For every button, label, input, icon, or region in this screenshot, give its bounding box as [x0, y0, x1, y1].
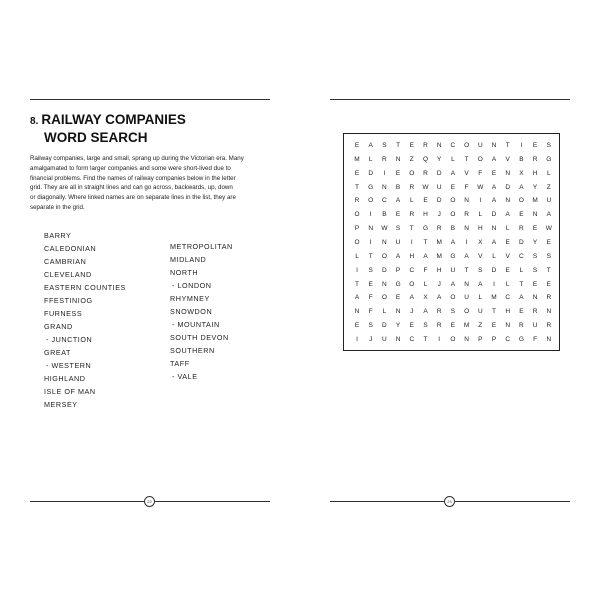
grid-letter: M — [436, 252, 442, 260]
grid-letter: R — [464, 211, 469, 219]
grid-letter: N — [354, 308, 360, 316]
grid-letter: A — [519, 294, 524, 302]
grid-letter: O — [464, 142, 470, 149]
grid-letter: L — [382, 308, 387, 316]
grid-letter: L — [505, 280, 510, 288]
grid-letter: P — [354, 225, 360, 233]
word-list-item: - WESTERN — [46, 361, 92, 370]
title-line-2: WORD SEARCH — [44, 130, 148, 145]
word-list-item: - LONDON — [172, 281, 212, 290]
grid-letter: O — [450, 294, 456, 302]
grid-letter: M — [354, 155, 360, 163]
grid-letter: N — [505, 197, 511, 205]
grid-letter: T — [355, 280, 359, 288]
grid-letter: A — [437, 294, 442, 302]
grid-row — [344, 264, 559, 278]
word-list-column-1 — [44, 229, 126, 411]
top-rule-right — [330, 99, 570, 100]
page-number-right: 23 — [444, 496, 455, 507]
word-list-item: FFESTINIOG — [44, 296, 93, 305]
grid-letter: L — [423, 280, 428, 288]
grid-letter: I — [479, 197, 482, 205]
grid-letter: U — [450, 266, 456, 274]
grid-letter: M — [532, 197, 538, 205]
grid-letter: T — [423, 335, 428, 343]
grid-letter: H — [409, 252, 415, 260]
grid-letter: U — [382, 335, 387, 343]
grid-row — [344, 153, 559, 167]
grid-letter: E — [505, 238, 510, 246]
grid-letter: J — [437, 211, 441, 219]
word-list-item: CAMBRIAN — [44, 257, 87, 266]
grid-letter: C — [409, 335, 415, 343]
grid-letter: N — [505, 322, 511, 330]
page-title — [30, 112, 186, 146]
grid-letter: T — [519, 280, 524, 288]
word-list-item: EASTERN COUNTIES — [44, 283, 126, 292]
page-number-left: 22 — [144, 496, 155, 507]
grid-letter: Y — [532, 183, 538, 191]
grid-letter: F — [368, 308, 373, 316]
grid-letter: D — [436, 169, 442, 177]
grid-letter: E — [395, 169, 401, 177]
grid-letter: A — [354, 294, 360, 302]
grid-letter: R — [519, 322, 524, 330]
grid-letter: R — [382, 155, 387, 163]
grid-letter: P — [491, 335, 497, 343]
grid-letter: T — [423, 238, 428, 246]
word-list-item: SOUTHERN — [170, 346, 215, 355]
grid-letter: I — [369, 238, 372, 246]
grid-letter: Z — [478, 322, 483, 330]
grid-letter: S — [395, 225, 401, 233]
grid-letter: H — [532, 169, 538, 177]
intro-line: amalgamated to form larger companies and some were short-lived due to — [30, 164, 231, 172]
grid-letter: A — [368, 142, 373, 149]
grid-letter: X — [478, 238, 483, 246]
word-list-item: SNOWDON — [170, 307, 213, 316]
grid-letter: L — [478, 211, 483, 219]
grid-letter: D — [436, 197, 442, 205]
grid-letter: S — [450, 308, 456, 316]
grid-letter: H — [436, 266, 442, 274]
grid-letter: R — [409, 183, 415, 191]
grid-letter: E — [423, 197, 428, 205]
grid-letter: G — [518, 335, 524, 343]
grid-letter: A — [423, 252, 428, 260]
grid-letter: Y — [395, 322, 401, 330]
word-list-item: - JUNCTION — [46, 335, 93, 344]
intro-paragraph — [30, 154, 270, 213]
word-list-item: - VALE — [172, 372, 198, 381]
grid-letter: C — [450, 142, 456, 149]
grid-letter: S — [546, 142, 551, 149]
grid-letter: N — [395, 308, 401, 316]
grid-letter: A — [491, 183, 497, 191]
grid-letter: O — [354, 211, 360, 219]
grid-letter: R — [546, 322, 552, 330]
grid-letter: J — [369, 335, 373, 343]
grid-letter: G — [368, 183, 374, 191]
word-list-column-2 — [170, 240, 233, 383]
grid-letter: A — [464, 252, 469, 260]
grid-letter: L — [478, 294, 483, 302]
grid-letter: I — [520, 142, 523, 149]
grid-letter: T — [396, 142, 401, 149]
word-list-item: TAFF — [170, 359, 190, 368]
grid-row — [344, 222, 559, 236]
grid-letter: Y — [437, 155, 442, 163]
grid-letter: C — [519, 252, 524, 260]
grid-letter: M — [491, 294, 497, 302]
grid-letter: O — [464, 308, 470, 316]
grid-row — [344, 250, 559, 264]
grid-letter: A — [491, 197, 497, 205]
grid-letter: B — [450, 225, 456, 233]
grid-letter: R — [436, 322, 442, 330]
grid-letter: E — [354, 169, 360, 177]
grid-letter: U — [477, 308, 483, 316]
grid-letter: W — [545, 225, 552, 233]
grid-letter: N — [464, 280, 469, 288]
grid-letter: S — [546, 252, 551, 260]
grid-letter: G — [450, 252, 456, 260]
grid-letter: U — [436, 183, 442, 191]
grid-row — [344, 305, 559, 319]
grid-letter: L — [368, 155, 373, 163]
grid-letter: A — [423, 308, 428, 316]
word-list-item: NORTH — [170, 268, 199, 277]
grid-letter: D — [382, 322, 387, 330]
grid-row — [344, 236, 559, 250]
grid-letter: R — [436, 225, 442, 233]
grid-letter: D — [368, 169, 374, 177]
grid-letter: E — [491, 322, 497, 330]
grid-letter: L — [505, 225, 510, 233]
grid-letter: X — [519, 169, 524, 177]
grid-letter: A — [395, 252, 401, 260]
grid-letter: U — [546, 197, 552, 205]
grid-letter: N — [382, 238, 387, 246]
grid-letter: E — [505, 266, 510, 274]
grid-letter: V — [478, 252, 483, 260]
grid-letter: O — [518, 197, 524, 205]
grid-letter: N — [505, 169, 511, 177]
grid-letter: A — [546, 211, 551, 219]
grid-letter: E — [519, 211, 524, 219]
grid-letter: Q — [422, 155, 429, 163]
grid-letter: L — [451, 155, 455, 163]
grid-letter: B — [382, 211, 387, 219]
intro-line: financial problems. Find the names of railway companies below in the letter — [30, 174, 236, 182]
grid-letter: T — [355, 183, 359, 191]
word-list-item: CALEDONIAN — [44, 244, 97, 253]
intro-line: separate in the grid. — [30, 203, 85, 211]
grid-letter: R — [436, 308, 442, 316]
grid-letter: D — [491, 266, 497, 274]
grid-row — [344, 139, 559, 153]
grid-letter: O — [477, 155, 483, 163]
grid-letter: U — [532, 322, 538, 330]
grid-letter: A — [450, 169, 456, 177]
grid-letter: N — [464, 197, 469, 205]
grid-letter: E — [409, 322, 414, 330]
top-rule-left — [30, 99, 270, 100]
grid-letter: J — [410, 308, 414, 316]
word-list-item: BARRY — [44, 231, 72, 240]
word-list-item: RHYMNEY — [170, 294, 210, 303]
grid-letter: T — [464, 155, 469, 163]
grid-letter: A — [395, 197, 401, 205]
grid-letter: G — [395, 280, 401, 288]
grid-letter: I — [493, 280, 495, 288]
grid-letter: E — [354, 142, 360, 149]
grid-letter: C — [409, 266, 415, 274]
grid-letter: E — [532, 142, 538, 149]
grid-letter: T — [409, 225, 414, 233]
grid-letter: P — [478, 335, 483, 343]
grid-letter: E — [519, 308, 524, 316]
grid-letter: I — [383, 169, 386, 177]
grid-row — [344, 181, 559, 195]
grid-letter: O — [354, 238, 360, 246]
intro-line: Railway companies, large and small, sprang up during the Victorian era. Many — [30, 155, 244, 162]
grid-letter: C — [505, 294, 511, 302]
grid-letter: T — [464, 266, 469, 274]
grid-letter: N — [464, 225, 469, 233]
grid-letter: O — [409, 169, 415, 177]
grid-letter: N — [532, 294, 538, 302]
word-list-item: FURNESS — [44, 309, 83, 318]
grid-letter: S — [532, 252, 538, 260]
grid-letter: U — [477, 142, 483, 149]
grid-letter: A — [409, 294, 414, 302]
grid-row — [344, 333, 559, 347]
grid-letter: X — [423, 294, 428, 302]
grid-row — [344, 291, 559, 305]
grid-letter: S — [368, 322, 373, 330]
grid-letter: N — [546, 335, 552, 343]
grid-letter: N — [464, 335, 469, 343]
intro-line: grid. They are all in straight lines and can go across, backwards, up, down — [30, 184, 233, 192]
intro-line: or diagonally. Where linked names are on separate lines in the list, they are — [30, 194, 236, 202]
grid-letter: S — [532, 266, 538, 274]
word-list-item: CLEVELAND — [44, 270, 92, 279]
grid-letter: H — [505, 308, 511, 316]
grid-letter: D — [491, 211, 497, 219]
grid-letter: N — [491, 225, 497, 233]
grid-letter: O — [450, 197, 456, 205]
word-list-item: MIDLAND — [170, 255, 207, 264]
grid-letter: I — [465, 238, 468, 246]
grid-letter: T — [505, 142, 510, 149]
grid-letter: O — [381, 294, 387, 302]
grid-letter: A — [491, 155, 497, 163]
grid-letter: R — [354, 197, 360, 205]
grid-letter: U — [395, 238, 401, 246]
grid-letter: V — [505, 252, 510, 260]
grid-letter: I — [410, 238, 413, 246]
grid-letter: E — [409, 142, 414, 149]
grid-letter: R — [423, 142, 428, 149]
grid-letter: W — [381, 225, 388, 233]
grid-letter: E — [532, 225, 538, 233]
grid-letter: A — [478, 280, 483, 288]
grid-letter: A — [505, 211, 510, 219]
grid-letter: A — [450, 238, 456, 246]
grid-letter: R — [409, 211, 415, 219]
grid-letter: E — [546, 238, 551, 246]
grid-letter: E — [450, 322, 456, 330]
grid-letter: A — [519, 183, 524, 191]
grid-letter: G — [546, 155, 552, 163]
grid-letter: I — [369, 211, 372, 219]
grid-letter: N — [436, 142, 442, 149]
grid-letter: J — [437, 280, 441, 288]
grid-letter: D — [382, 266, 387, 274]
grid-letter: L — [492, 252, 496, 260]
grid-letter: R — [532, 155, 538, 163]
grid-letter: R — [546, 294, 552, 302]
grid-letter: N — [395, 155, 401, 163]
grid-letter: B — [395, 183, 401, 191]
grid-letter: T — [492, 308, 496, 316]
grid-letter: S — [368, 266, 373, 274]
grid-row — [344, 167, 559, 181]
grid-letter: B — [519, 155, 524, 163]
grid-letter: D — [505, 183, 511, 191]
grid-letter: E — [395, 211, 401, 219]
grid-letter: T — [546, 266, 551, 274]
grid-letter: C — [505, 335, 511, 343]
grid-letter: O — [450, 211, 456, 219]
grid-letter: E — [395, 294, 401, 302]
grid-letter: F — [478, 169, 483, 177]
grid-letter: A — [450, 280, 456, 288]
grid-letter: R — [423, 169, 428, 177]
grid-letter: L — [409, 197, 414, 205]
grid-letter: F — [368, 294, 373, 302]
grid-letter: L — [355, 252, 359, 260]
grid-letter: O — [381, 252, 387, 260]
grid-row — [344, 194, 559, 208]
grid-letter: R — [519, 225, 524, 233]
grid-letter: U — [464, 294, 469, 302]
grid-letter: S — [382, 142, 387, 149]
grid-letter: P — [395, 266, 401, 274]
grid-letter: H — [477, 225, 483, 233]
letter-grid — [343, 133, 560, 351]
grid-letter: I — [356, 335, 358, 343]
grid-letter: M — [436, 238, 442, 246]
word-list-item: GRAND — [44, 322, 73, 331]
grid-letter: N — [382, 280, 387, 288]
grid-letter: L — [546, 169, 551, 177]
title-line-1: RAILWAY COMPANIES — [41, 112, 186, 127]
grid-letter: F — [464, 183, 469, 191]
grid-letter: Z — [409, 155, 414, 163]
grid-letter: N — [368, 225, 374, 233]
grid-letter: Z — [546, 183, 551, 191]
grid-letter: E — [368, 280, 373, 288]
grid-letter: E — [491, 169, 497, 177]
grid-letter: T — [368, 252, 373, 260]
grid-row — [344, 319, 559, 333]
grid-letter: V — [505, 155, 510, 163]
grid-letter: L — [519, 266, 524, 274]
grid-letter: O — [450, 335, 456, 343]
grid-letter: A — [491, 238, 497, 246]
grid-row — [344, 278, 559, 292]
word-list-item: SOUTH DEVON — [170, 333, 229, 342]
grid-letter: O — [409, 280, 415, 288]
grid-letter: N — [491, 142, 497, 149]
grid-letter: E — [546, 280, 551, 288]
grid-letter: W — [422, 183, 429, 191]
grid-letter: G — [422, 225, 429, 233]
grid-row — [344, 208, 559, 222]
grid-letter: N — [546, 308, 552, 316]
grid-letter: E — [450, 183, 456, 191]
grid-letter: D — [519, 238, 524, 246]
grid-letter: M — [463, 322, 470, 330]
grid-letter: S — [478, 266, 483, 274]
grid-letter: F — [533, 335, 538, 343]
word-list-item: GREAT — [44, 348, 71, 357]
grid-letter: E — [354, 322, 360, 330]
grid-letter: N — [395, 335, 401, 343]
grid-letter: S — [423, 322, 428, 330]
word-list-item: HIGHLAND — [44, 374, 86, 383]
word-list-item: ISLE OF MAN — [44, 387, 96, 396]
grid-letter: O — [368, 197, 374, 205]
grid-letter: N — [532, 211, 538, 219]
grid-letter: E — [532, 280, 538, 288]
word-list-item: METROPOLITAN — [170, 242, 233, 251]
grid-letter: H — [423, 211, 428, 219]
grid-letter: I — [356, 266, 358, 274]
puzzle-number: 8. — [30, 116, 39, 127]
grid-letter: F — [423, 266, 428, 274]
grid-letter: Y — [532, 238, 538, 246]
word-list-item: MERSEY — [44, 400, 78, 409]
word-list-item: - MOUNTAIN — [172, 320, 220, 329]
grid-letter: C — [382, 197, 387, 205]
grid-letter: W — [477, 183, 484, 191]
grid-letter: V — [464, 169, 469, 177]
grid-letter: I — [438, 335, 441, 343]
grid-letter: N — [382, 183, 387, 191]
grid-letter: R — [532, 308, 538, 316]
